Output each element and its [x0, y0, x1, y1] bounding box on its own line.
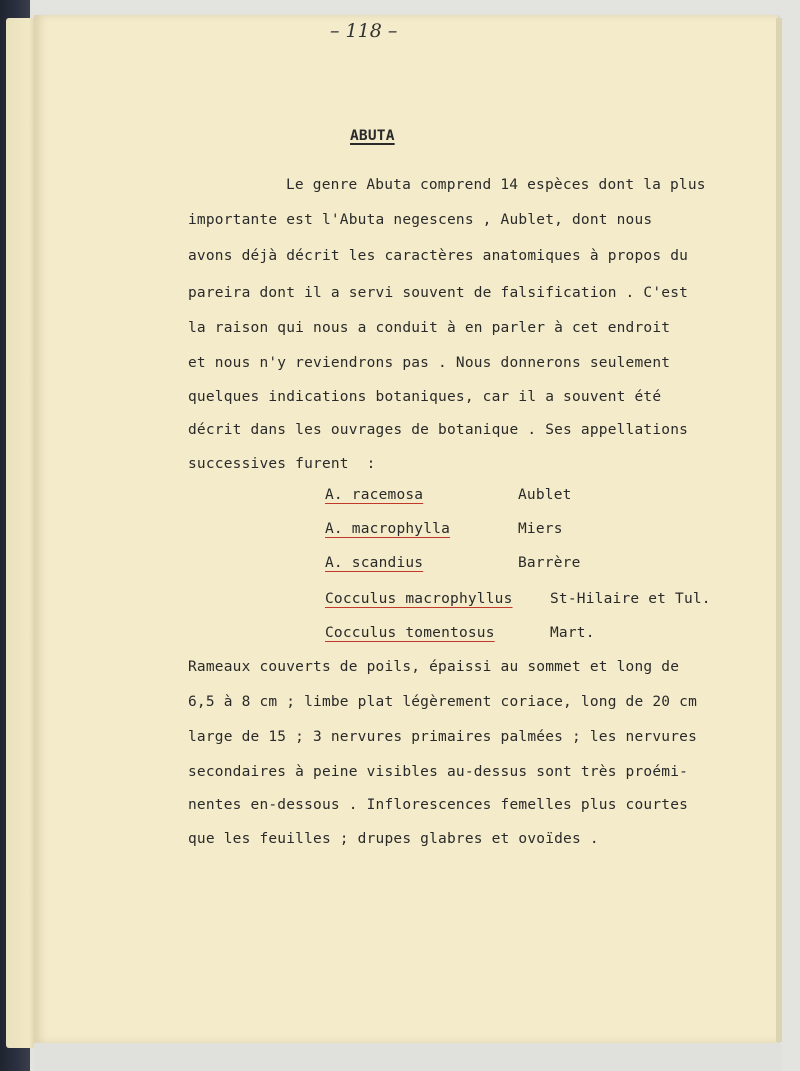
paragraph-line: Le genre Abuta comprend 14 espèces dont la plus — [286, 177, 706, 193]
synonym-name: A. macrophylla — [325, 521, 451, 537]
paragraph-line: décrit dans les ouvrages de botanique . Ses appellations — [188, 422, 689, 438]
paragraph-line: 6,5 à 8 cm ; limbe plat légèrement coriace, long de 20 cm — [188, 694, 697, 710]
paragraph-line: la raison qui nous a conduit à en parler à cet endroit — [188, 320, 671, 336]
paragraph-line: Rameaux couverts de poils, épaissi au sommet et long de — [188, 659, 680, 675]
synonym-author: St-Hilaire et Tul. — [550, 591, 711, 607]
section-title: ABUTA — [350, 128, 395, 144]
synonym-name: Cocculus macrophyllus — [325, 591, 513, 607]
paragraph-line: que les feuilles ; drupes glabres et ovoïdes . — [188, 831, 599, 847]
synonym-name: A. scandius — [325, 555, 424, 571]
paragraph-line: avons déjà décrit les caractères anatomiques à propos du — [188, 248, 689, 264]
synonym-author: Aublet — [518, 487, 572, 503]
scan-margin — [34, 1043, 782, 1071]
page-number: – 118 – — [330, 20, 398, 42]
paragraph-line: secondaires à peine visibles au-dessus sont très proémi- — [188, 764, 689, 780]
paragraph-line: importante est l'Abuta negescens , Aublet, dont nous — [188, 212, 653, 228]
synonym-author: Barrère — [518, 555, 581, 571]
paragraph-line: quelques indications botaniques, car il a souvent été — [188, 389, 662, 405]
synonym-name: A. racemosa — [325, 487, 424, 503]
paragraph-line: large de 15 ; 3 nervures primaires palmées ; les nervures — [188, 729, 697, 745]
synonym-author: Mart. — [550, 625, 595, 641]
page-stack-edge — [776, 18, 782, 1042]
paragraph-line: pareira dont il a servi souvent de falsification . C'est — [188, 285, 689, 301]
synonym-author: Miers — [518, 521, 563, 537]
synonym-name: Cocculus tomentosus — [325, 625, 495, 641]
paragraph-line: et nous n'y reviendrons pas . Nous donnerons seulement — [188, 355, 671, 371]
paragraph-line: successives furent : — [188, 456, 376, 472]
paragraph-line: nentes en-dessous . Inflorescences femelles plus courtes — [188, 797, 689, 813]
